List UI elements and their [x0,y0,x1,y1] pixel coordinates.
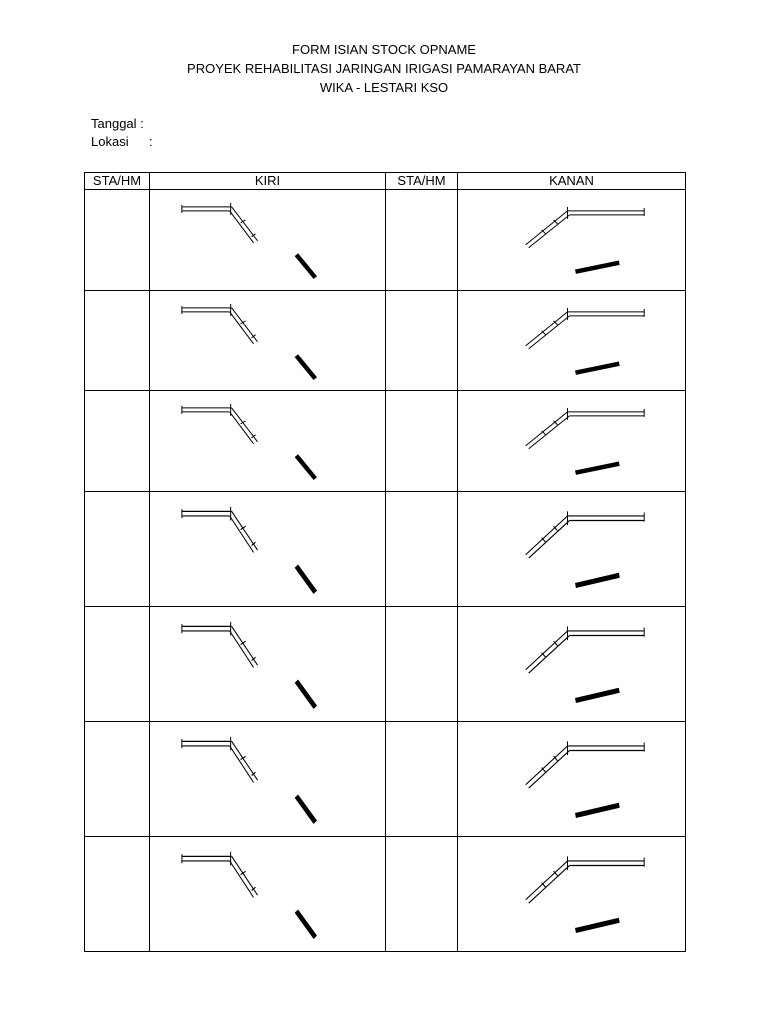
sta-kanan-cell[interactable] [386,836,458,951]
project-name: PROYEK REHABILITASI JARINGAN IRIGASI PAMARAYAN BARAT [187,61,581,76]
sta-kiri-cell[interactable] [85,491,150,606]
kiri-sketch-cell [150,721,386,836]
sta-kiri-cell[interactable] [85,836,150,951]
table-header-row [85,173,686,190]
kanan-sketch-cell [458,491,686,606]
table-row [85,836,686,951]
col-header-sta-kanan: STA/HM [386,173,458,190]
contractor-name: WIKA - LESTARI KSO [319,80,449,95]
canal-cross-section-right-icon [458,722,685,836]
canal-cross-section-right-icon [458,190,685,290]
sta-kanan-cell[interactable] [386,290,458,391]
form-header [0,40,768,97]
canal-cross-section-right-icon [458,291,685,391]
canal-cross-section-left-icon [150,391,385,491]
table-row [85,190,686,291]
lokasi-colon: : [149,134,153,149]
kiri-sketch-cell [150,391,386,492]
kanan-sketch-cell [458,190,686,291]
sta-kanan-cell[interactable] [386,491,458,606]
canal-cross-section-right-icon [458,607,685,721]
sta-kiri-cell[interactable] [85,606,150,721]
tanggal-label: Tanggal : [91,116,144,131]
kanan-sketch-cell [458,290,686,391]
canal-cross-section-left-icon [150,837,385,951]
sta-kanan-cell[interactable] [386,721,458,836]
form-title: FORM ISIAN STOCK OPNAME [292,42,476,57]
canal-cross-section-left-icon [150,492,385,606]
canal-cross-section-right-icon [458,492,685,606]
canal-cross-section-left-icon [150,291,385,391]
canal-cross-section-right-icon [458,837,685,951]
stock-opname-table [84,172,686,952]
sta-kanan-cell[interactable] [386,190,458,291]
sta-kanan-cell[interactable] [386,606,458,721]
sta-kiri-cell[interactable] [85,721,150,836]
canal-cross-section-left-icon [150,607,385,721]
canal-cross-section-right-icon [458,391,685,491]
table-row [85,290,686,391]
col-header-kanan: KANAN [458,173,686,190]
col-header-sta-kiri: STA/HM [85,173,150,190]
sta-kanan-cell[interactable] [386,391,458,492]
table-row [85,391,686,492]
kiri-sketch-cell [150,606,386,721]
form-fields [91,115,153,151]
kiri-sketch-cell [150,190,386,291]
sta-kiri-cell[interactable] [85,391,150,492]
sta-kiri-cell[interactable] [85,190,150,291]
lokasi-field[interactable] [91,133,153,151]
canal-cross-section-left-icon [150,722,385,836]
table-row [85,491,686,606]
table-row [85,606,686,721]
kiri-sketch-cell [150,290,386,391]
table-row [85,721,686,836]
canal-cross-section-left-icon [150,190,385,290]
kanan-sketch-cell [458,391,686,492]
tanggal-field[interactable] [91,115,153,133]
kanan-sketch-cell [458,606,686,721]
kiri-sketch-cell [150,836,386,951]
lokasi-label: Lokasi [91,134,129,149]
sta-kiri-cell[interactable] [85,290,150,391]
col-header-kiri: KIRI [150,173,386,190]
kanan-sketch-cell [458,836,686,951]
kiri-sketch-cell [150,491,386,606]
kanan-sketch-cell [458,721,686,836]
